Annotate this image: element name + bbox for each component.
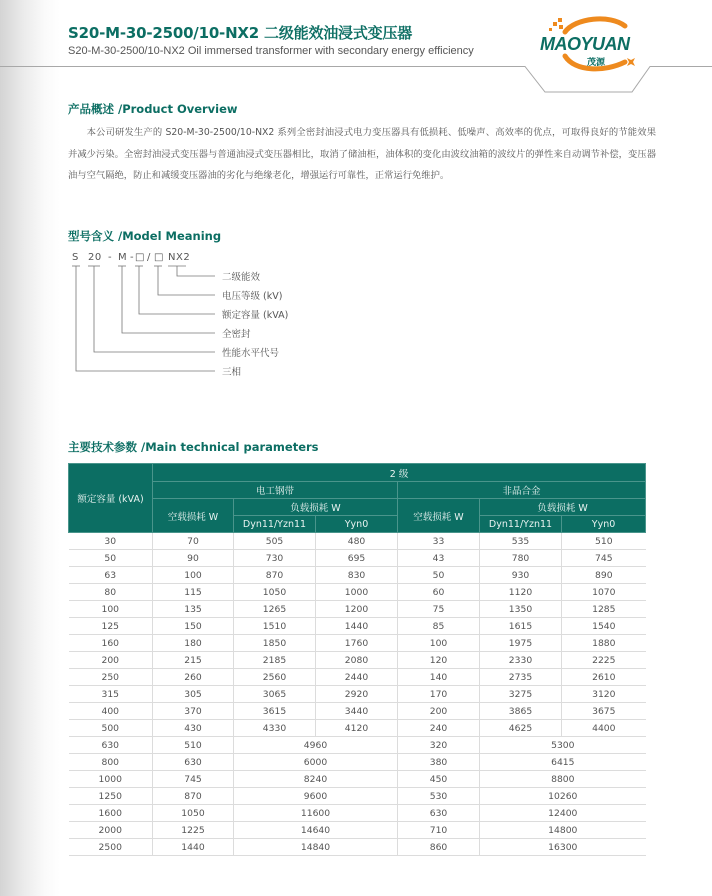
cell-steel-yyn: 830 <box>316 567 398 584</box>
cell-capacity: 800 <box>69 754 153 771</box>
header-amorphous-load: 负载损耗 W <box>480 499 646 516</box>
cell-steel-dyn: 4330 <box>234 720 316 737</box>
cell-amorphous-no-load: 450 <box>398 771 480 788</box>
cell-amorphous-load: 14800 <box>480 822 646 839</box>
table-row <box>69 669 646 686</box>
cell-steel-dyn: 1850 <box>234 635 316 652</box>
cell-amorphous-dyn: 930 <box>480 567 562 584</box>
cell-steel-load: 6000 <box>234 754 398 771</box>
cell-steel-yyn: 695 <box>316 550 398 567</box>
cell-capacity: 315 <box>69 686 153 703</box>
cell-amorphous-no-load: 75 <box>398 601 480 618</box>
table-row <box>69 567 646 584</box>
cell-steel-yyn: 1200 <box>316 601 398 618</box>
cell-amorphous-no-load: 85 <box>398 618 480 635</box>
cell-steel-yyn: 4120 <box>316 720 398 737</box>
cell-steel-dyn: 3615 <box>234 703 316 720</box>
cell-steel-load: 11600 <box>234 805 398 822</box>
header-capacity: 额定容量 (kVA) <box>69 464 153 533</box>
cell-amorphous-no-load: 100 <box>398 635 480 652</box>
cell-amorphous-load: 6415 <box>480 754 646 771</box>
cell-steel-no-load: 135 <box>153 601 234 618</box>
cell-steel-dyn: 3065 <box>234 686 316 703</box>
table-row <box>69 839 646 856</box>
cell-amorphous-yyn: 890 <box>562 567 646 584</box>
cell-amorphous-load: 8800 <box>480 771 646 788</box>
cell-amorphous-no-load: 240 <box>398 720 480 737</box>
cell-amorphous-no-load: 710 <box>398 822 480 839</box>
cell-steel-load: 14840 <box>234 839 398 856</box>
model-code-efficiency: NX2 <box>168 252 191 263</box>
cell-steel-yyn: 2080 <box>316 652 398 669</box>
header-amorphous-no-load: 空载损耗 W <box>398 499 480 533</box>
cell-steel-no-load: 150 <box>153 618 234 635</box>
cell-capacity: 63 <box>69 567 153 584</box>
cell-amorphous-load: 16300 <box>480 839 646 856</box>
header-steel: 电工钢带 <box>153 482 398 499</box>
cell-capacity: 1000 <box>69 771 153 788</box>
model-label-efficiency: 二级能效 <box>222 272 261 283</box>
cell-amorphous-dyn: 2330 <box>480 652 562 669</box>
cell-amorphous-no-load: 33 <box>398 533 480 550</box>
cell-steel-no-load: 630 <box>153 754 234 771</box>
cell-steel-yyn: 480 <box>316 533 398 550</box>
cell-steel-load: 9600 <box>234 788 398 805</box>
cell-steel-no-load: 870 <box>153 788 234 805</box>
cell-amorphous-yyn: 745 <box>562 550 646 567</box>
table-row <box>69 703 646 720</box>
cell-amorphous-yyn: 1070 <box>562 584 646 601</box>
cell-steel-no-load: 1225 <box>153 822 234 839</box>
page-title: S20-M-30-2500/10-NX2 二级能效油浸式变压器 <box>68 24 413 42</box>
cell-amorphous-dyn: 1350 <box>480 601 562 618</box>
model-code-slash: / <box>147 252 151 263</box>
cell-amorphous-no-load: 170 <box>398 686 480 703</box>
model-code-dash: - <box>108 252 113 263</box>
header-steel-dyn: Dyn11/Yzn11 <box>234 516 316 533</box>
cell-steel-load: 8240 <box>234 771 398 788</box>
table-row <box>69 601 646 618</box>
cell-capacity: 200 <box>69 652 153 669</box>
cell-steel-load: 4960 <box>234 737 398 754</box>
table-row <box>69 635 646 652</box>
table-row <box>69 720 646 737</box>
header-steel-load: 负载损耗 W <box>234 499 398 516</box>
cell-amorphous-yyn: 3675 <box>562 703 646 720</box>
cell-capacity: 1600 <box>69 805 153 822</box>
cell-steel-yyn: 3440 <box>316 703 398 720</box>
cell-amorphous-no-load: 200 <box>398 703 480 720</box>
cell-amorphous-no-load: 43 <box>398 550 480 567</box>
header-amorphous-yyn: Yyn0 <box>562 516 646 533</box>
cell-steel-dyn: 870 <box>234 567 316 584</box>
table-row <box>69 533 646 550</box>
cell-capacity: 80 <box>69 584 153 601</box>
cell-amorphous-dyn: 780 <box>480 550 562 567</box>
cell-steel-dyn: 1265 <box>234 601 316 618</box>
cell-steel-dyn: 505 <box>234 533 316 550</box>
cell-steel-dyn: 1510 <box>234 618 316 635</box>
params-title: 主要技术参数 /Main technical parameters <box>68 440 319 454</box>
cell-steel-no-load: 370 <box>153 703 234 720</box>
overview-text: 本公司研发生产的 S20-M-30-2500/10-NX2 系列全密封油浸式电力变压器具有低损耗、低噪声、高效率的优点，可取得良好的节能效果并减少污染。全密封油浸式变压器与普通油浸式变压器相比，取消了储油柜，油体积的变化由波纹油箱的波纹片的弹性来自动调节补偿，变压器油与空气隔绝，防止和减缓变压器油的劣化与绝缘老化，增强运行可靠性，正常运行免维护。 <box>68 127 656 181</box>
cell-capacity: 2500 <box>69 839 153 856</box>
cell-steel-no-load: 1440 <box>153 839 234 856</box>
cell-steel-yyn: 1440 <box>316 618 398 635</box>
overview-title: 产品概述 /Product Overview <box>68 102 238 116</box>
cell-amorphous-no-load: 60 <box>398 584 480 601</box>
model-code-capacity: □ <box>135 252 145 263</box>
cell-amorphous-yyn: 4400 <box>562 720 646 737</box>
cell-capacity: 2000 <box>69 822 153 839</box>
header-amorphous-dyn: Dyn11/Yzn11 <box>480 516 562 533</box>
cell-capacity: 100 <box>69 601 153 618</box>
params-table <box>68 463 646 856</box>
model-diagram-lines <box>0 0 712 400</box>
params-table-body <box>69 533 646 856</box>
cell-amorphous-load: 10260 <box>480 788 646 805</box>
cell-steel-no-load: 745 <box>153 771 234 788</box>
table-row <box>69 686 646 703</box>
cell-steel-no-load: 305 <box>153 686 234 703</box>
table-row <box>69 805 646 822</box>
cell-amorphous-load: 5300 <box>480 737 646 754</box>
model-code-level: 20 <box>88 252 102 263</box>
cell-steel-dyn: 2560 <box>234 669 316 686</box>
model-label-sealed: 全密封 <box>222 329 251 340</box>
model-label-capacity: 额定容量 (kVA) <box>222 310 289 321</box>
table-row <box>69 822 646 839</box>
cell-capacity: 250 <box>69 669 153 686</box>
cell-amorphous-dyn: 1975 <box>480 635 562 652</box>
model-code-sealed: M <box>118 252 128 263</box>
cell-amorphous-yyn: 2610 <box>562 669 646 686</box>
cell-amorphous-dyn: 1120 <box>480 584 562 601</box>
cell-steel-yyn: 2920 <box>316 686 398 703</box>
model-code-dash: - <box>130 252 135 263</box>
cell-steel-no-load: 1050 <box>153 805 234 822</box>
cell-amorphous-no-load: 630 <box>398 805 480 822</box>
model-code-series: S <box>72 252 79 263</box>
table-row <box>69 771 646 788</box>
cell-capacity: 400 <box>69 703 153 720</box>
model-label-three-phase: 三相 <box>222 367 242 378</box>
cell-capacity: 500 <box>69 720 153 737</box>
cell-amorphous-dyn: 2735 <box>480 669 562 686</box>
cell-amorphous-no-load: 380 <box>398 754 480 771</box>
cell-amorphous-yyn: 3120 <box>562 686 646 703</box>
header-steel-yyn: Yyn0 <box>316 516 398 533</box>
cell-amorphous-dyn: 3865 <box>480 703 562 720</box>
cell-steel-dyn: 2185 <box>234 652 316 669</box>
model-code-voltage: □ <box>154 252 164 263</box>
cell-amorphous-dyn: 4625 <box>480 720 562 737</box>
cell-amorphous-yyn: 510 <box>562 533 646 550</box>
cell-amorphous-dyn: 3275 <box>480 686 562 703</box>
table-row <box>69 754 646 771</box>
cell-steel-no-load: 115 <box>153 584 234 601</box>
cell-amorphous-yyn: 2225 <box>562 652 646 669</box>
model-label-voltage: 电压等级 (kV) <box>222 291 283 302</box>
cell-steel-no-load: 100 <box>153 567 234 584</box>
cell-steel-yyn: 1000 <box>316 584 398 601</box>
cell-amorphous-yyn: 1540 <box>562 618 646 635</box>
cell-amorphous-load: 12400 <box>480 805 646 822</box>
table-row <box>69 737 646 754</box>
cell-capacity: 160 <box>69 635 153 652</box>
cell-steel-yyn: 1760 <box>316 635 398 652</box>
cell-capacity: 1250 <box>69 788 153 805</box>
cell-steel-no-load: 510 <box>153 737 234 754</box>
cell-steel-no-load: 215 <box>153 652 234 669</box>
header-steel-no-load: 空载损耗 W <box>153 499 234 533</box>
logo-subtext: 茂源 <box>587 58 606 68</box>
cell-steel-no-load: 260 <box>153 669 234 686</box>
cell-steel-dyn: 730 <box>234 550 316 567</box>
cell-amorphous-no-load: 320 <box>398 737 480 754</box>
cell-capacity: 30 <box>69 533 153 550</box>
header-grade: 2 级 <box>153 464 646 482</box>
cell-steel-no-load: 430 <box>153 720 234 737</box>
cell-capacity: 125 <box>69 618 153 635</box>
cell-steel-load: 14640 <box>234 822 398 839</box>
table-row <box>69 584 646 601</box>
logo-text: MAOYUAN <box>540 34 630 54</box>
cell-steel-no-load: 90 <box>153 550 234 567</box>
header-amorphous: 非晶合金 <box>398 482 646 499</box>
cell-steel-yyn: 2440 <box>316 669 398 686</box>
table-row <box>69 550 646 567</box>
cell-amorphous-no-load: 140 <box>398 669 480 686</box>
cell-steel-dyn: 1050 <box>234 584 316 601</box>
table-row <box>69 618 646 635</box>
cell-steel-no-load: 180 <box>153 635 234 652</box>
cell-amorphous-dyn: 535 <box>480 533 562 550</box>
cell-amorphous-dyn: 1615 <box>480 618 562 635</box>
table-row <box>69 788 646 805</box>
cell-capacity: 630 <box>69 737 153 754</box>
cell-amorphous-no-load: 50 <box>398 567 480 584</box>
cell-steel-no-load: 70 <box>153 533 234 550</box>
model-meaning-title: 型号含义 /Model Meaning <box>68 229 222 243</box>
cell-amorphous-no-load: 860 <box>398 839 480 856</box>
cell-capacity: 50 <box>69 550 153 567</box>
table-row <box>69 652 646 669</box>
model-label-performance: 性能水平代号 <box>222 348 280 359</box>
cell-amorphous-no-load: 530 <box>398 788 480 805</box>
cell-amorphous-yyn: 1880 <box>562 635 646 652</box>
cell-amorphous-no-load: 120 <box>398 652 480 669</box>
page-subtitle: S20-M-30-2500/10-NX2 Oil immersed transformer with secondary energy efficiency <box>68 45 474 57</box>
cell-amorphous-yyn: 1285 <box>562 601 646 618</box>
